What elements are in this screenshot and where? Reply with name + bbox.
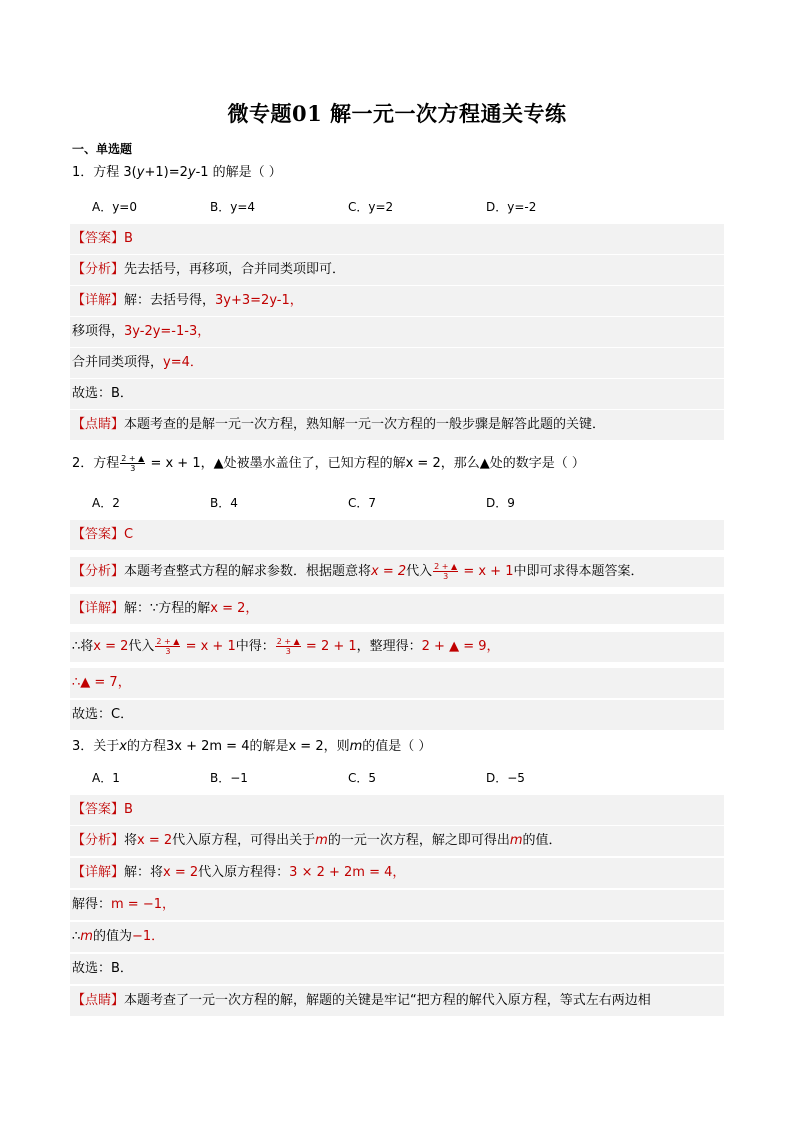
q2-analysis: 【分析】本题考查整式方程的解求参数．根据题意将x = 2代入 $\frac{2 + ▲}{3}$ = x + 1中即可求得本题答案． bbox=[70, 557, 724, 587]
page-title: 微专题01 解一元一次方程通关专练 bbox=[227, 101, 567, 126]
option-a: A．1 bbox=[92, 771, 120, 785]
q1-answer: 【答案】B bbox=[70, 224, 724, 254]
q3-answer: 【答案】B bbox=[70, 795, 724, 825]
question-2-stem: 2．方程 $\frac{2 + ▲}{3}$ = x + 1，▲处被墨水盖住了，已知方程的解x = 2，那么▲处的数字是（ ） bbox=[72, 454, 585, 473]
question-1-options bbox=[92, 197, 692, 217]
option-d: D．y=-2 bbox=[486, 200, 537, 214]
q3-comment: 【点睛】本题考查了一元一次方程的解，解题的关键是牢记“把方程的解代入原方程，等式左右两边相 bbox=[70, 986, 724, 1016]
section-heading: 一、单选题 bbox=[72, 142, 133, 156]
q3-analysis: 【分析】将x = 2代入原方程，可得出关于m的一元一次方程，解之即可得出m的值． bbox=[70, 826, 724, 856]
q1-detail-1: 【详解】解：去括号得，3y+3=2y-1， bbox=[70, 286, 724, 316]
question-3-stem: 3．关于x的方程3x + 2m = 4的解是x = 2，则m的值是（ ） bbox=[72, 739, 432, 754]
q2-detail-3: ∴▲ = 7， bbox=[70, 668, 724, 698]
q3-detail-3: ∴m的值为−1． bbox=[70, 922, 724, 952]
q3-detail-2: 解得：m = −1， bbox=[70, 890, 724, 920]
question-1-stem: 1．方程 3(y+1)=2y-1 的解是（ ） bbox=[72, 165, 282, 180]
q1-comment: 【点睛】本题考查的是解一元一次方程，熟知解一元一次方程的一般步骤是解答此题的关键． bbox=[70, 410, 724, 440]
option-c: C．5 bbox=[348, 771, 377, 785]
option-a: A．2 bbox=[92, 496, 120, 510]
q1-detail-4: 故选：B． bbox=[70, 379, 724, 409]
question-2-options bbox=[92, 493, 692, 513]
option-d: D．9 bbox=[486, 496, 515, 510]
q2-answer: 【答案】C bbox=[70, 520, 724, 550]
option-b: B．−1 bbox=[210, 771, 248, 785]
q2-detail-4: 故选：C． bbox=[70, 700, 724, 730]
option-d: D．−5 bbox=[486, 771, 525, 785]
option-c: C．y=2 bbox=[348, 200, 394, 214]
q1-analysis: 【分析】先去括号，再移项，合并同类项即可． bbox=[70, 255, 724, 285]
option-a: A．y=0 bbox=[92, 200, 138, 214]
question-3-options bbox=[92, 768, 692, 788]
q3-detail-4: 故选：B． bbox=[70, 954, 724, 984]
q1-detail-2: 移项得，3y-2y=-1-3， bbox=[70, 317, 724, 347]
option-c: C．7 bbox=[348, 496, 377, 510]
q2-detail-1: 【详解】解：∵方程的解x = 2， bbox=[70, 594, 724, 624]
q2-detail-2: ∴将x = 2代入 $\frac{2 + ▲}{3}$ = x + 1中得： $\frac{2 + ▲}{3}$ = 2 + 1，整理得：2 + ▲ = 9， bbox=[70, 632, 724, 662]
equation-fraction: $\frac{2 + ▲}{3}$ bbox=[121, 454, 145, 473]
q1-detail-3: 合并同类项得，y=4． bbox=[70, 348, 724, 378]
q3-detail-1: 【详解】解：将x = 2代入原方程得：3 × 2 + 2m = 4， bbox=[70, 858, 724, 888]
option-b: B．4 bbox=[210, 496, 238, 510]
option-b: B．y=4 bbox=[210, 200, 256, 214]
